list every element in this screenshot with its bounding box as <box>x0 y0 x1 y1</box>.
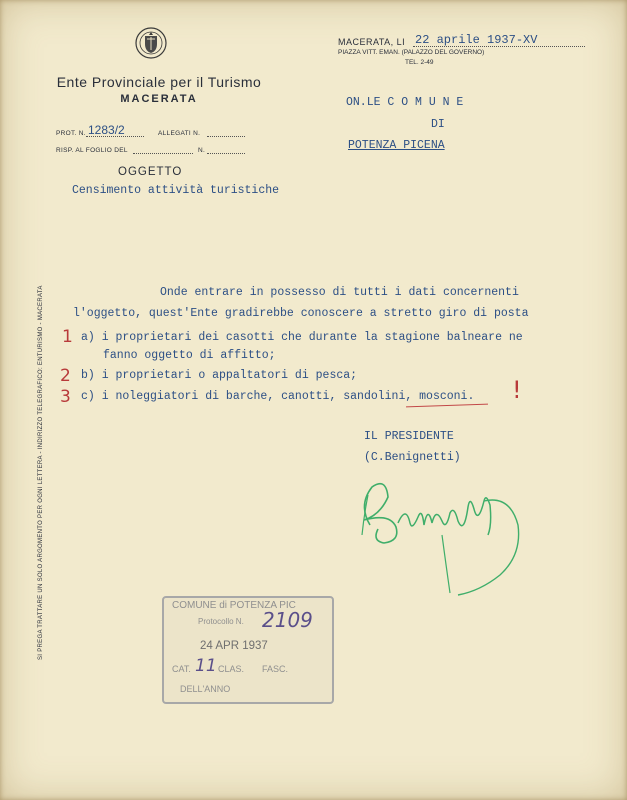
stamp-line2: Protocollo N. <box>198 617 244 626</box>
org-name: Ente Provinciale per il Turismo <box>56 74 262 90</box>
place-label: MACERATA, LI <box>338 37 406 47</box>
recipient-line3: POTENZA PICENA <box>348 139 445 152</box>
office-tel: TEL. 2-49 <box>405 59 434 66</box>
item-a-line1: a) i proprietari dei casotti che durante la stagione balneare ne <box>81 331 523 344</box>
mosconi-underline <box>406 404 488 408</box>
stamp-line1: COMUNE di POTENZA PIC <box>172 600 296 611</box>
stamp-clas-label: CLAS. <box>218 664 245 674</box>
handwritten-signature <box>350 465 530 600</box>
n-line <box>207 153 245 154</box>
letter-date: 22 aprile 1937-XV <box>415 33 538 47</box>
stamp-number: 2109 <box>262 608 313 632</box>
item-c: c) i noleggiatori di barche, canotti, sandolini, mosconi. <box>81 390 475 403</box>
prot-line <box>86 136 144 137</box>
office-address: PIAZZA VITT. EMAN. (PALAZZO DEL GOVERNO) <box>338 49 485 56</box>
risp-line <box>133 153 193 154</box>
side-instruction: SI PREGA TRATTARE UN SOLO ARGOMENTO PER OGNI LETTERA - INDIRIZZO TELEGRAFICO: ENTURISMO - MACERATA <box>38 285 44 660</box>
stamp-fasc-label: FASC. <box>262 664 289 674</box>
allegati-line <box>207 136 245 137</box>
n-label: N. <box>198 147 206 154</box>
prot-label: PROT. N. <box>56 130 86 137</box>
signatory-title: IL PRESIDENTE <box>364 430 454 443</box>
subject-text: Censimento attività turistiche <box>72 184 280 197</box>
annotation-mark-2: 2 <box>60 366 71 386</box>
stamp-cat-value: 11 <box>195 656 217 676</box>
item-b: b) i proprietari o appaltatori di pesca; <box>81 369 358 382</box>
signatory-name: (C.Benignetti) <box>364 451 461 464</box>
allegati-label: ALLEGATI N. <box>158 130 201 137</box>
stamp-date: 24 APR 1937 <box>200 640 268 652</box>
coat-of-arms-icon <box>134 26 168 60</box>
annotation-mark-3: 3 <box>60 387 71 407</box>
item-a-line2: fanno oggetto di affitto; <box>103 349 276 362</box>
body-line1: Onde entrare in possesso di tutti i dati concernenti <box>160 286 519 299</box>
annotation-mark-1: 1 <box>62 327 73 347</box>
oggetto-label: OGGETTO <box>118 166 183 178</box>
annotation-exclaim: ! <box>512 376 522 404</box>
org-city: MACERATA <box>120 93 198 105</box>
recipient-line2: DI <box>431 118 445 131</box>
prot-number: 1283/2 <box>88 123 125 137</box>
risp-label: RISP. AL FOGLIO DEL <box>56 147 128 154</box>
recipient-line1: ON.LE C O M U N E <box>346 96 464 109</box>
date-line <box>413 46 585 47</box>
stamp-cat-label: CAT. <box>172 664 191 674</box>
stamp-anno-label: DELL'ANNO <box>180 684 231 694</box>
body-line2: l'oggetto, quest'Ente gradirebbe conoscere a stretto giro di posta <box>73 307 529 320</box>
